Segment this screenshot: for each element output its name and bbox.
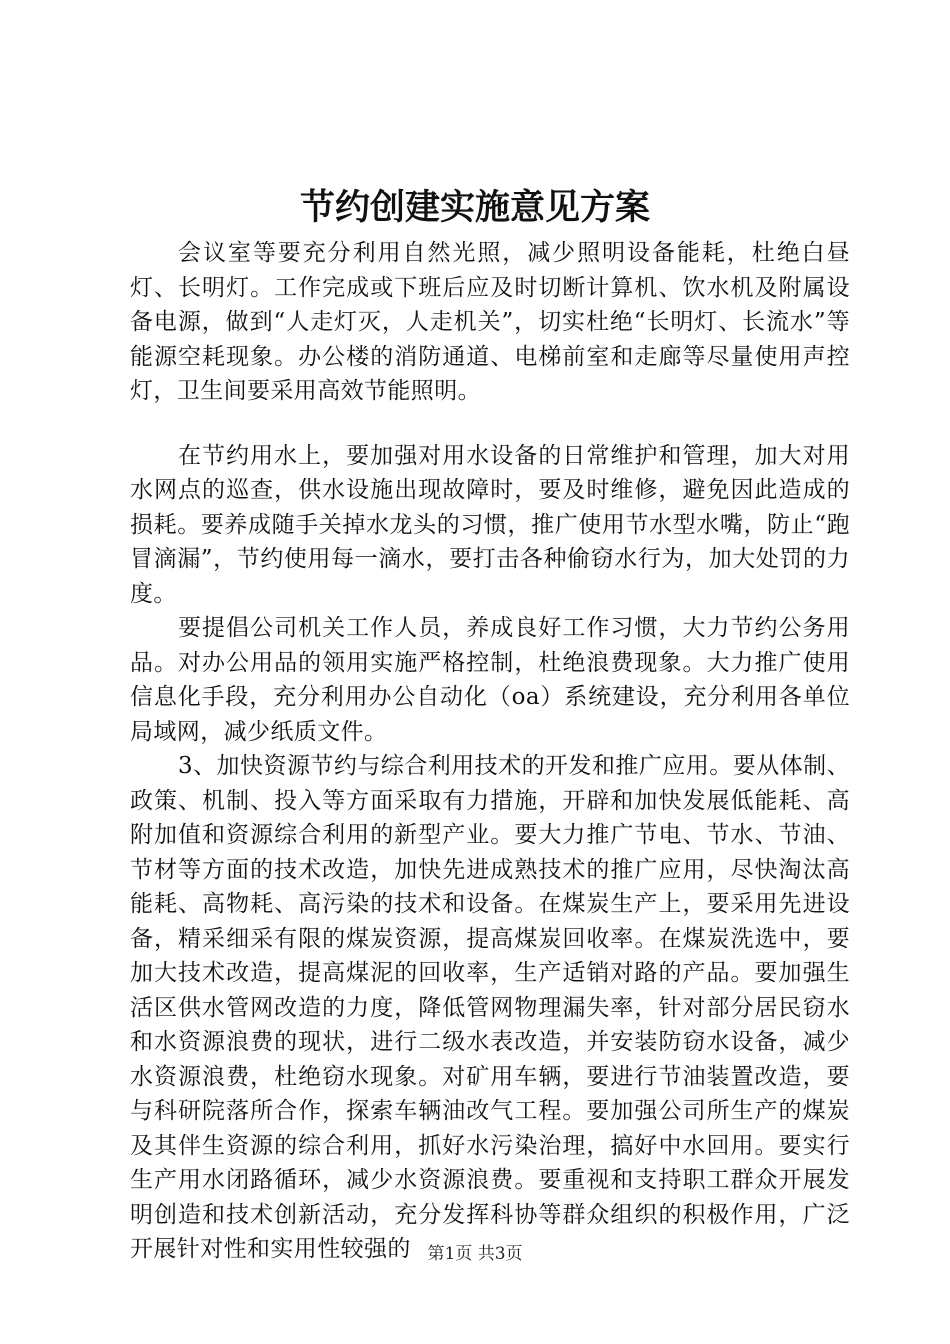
- document-title: 节约创建实施意见方案: [299, 187, 650, 228]
- paragraph-office-supplies: 要提倡公司机关工作人员，养成良好工作习惯，大力节约公务用品。对办公用品的领用实施严格控制，杜绝浪费现象。大力推广使用信息化手段，充分利用办公自动化（oa）系统建设，充分利用各单位局域网，减少纸质文件。: [130, 615, 850, 745]
- page-number-footer: 第1页 共3页: [427, 1244, 523, 1264]
- paragraph-water-saving: 在节约用水上，要加强对用水设备的日常维护和管理，加大对用水网点的巡查，供水设施出现故障时，要及时维修，避免因此造成的损耗。要养成随手关掉水龙头的习惯，推广使用节水型水嘴，防止“跑冒滴漏”，节约使用每一滴水，要打击各种偷窃水行为，加大处罚的力度。: [130, 442, 850, 607]
- paragraph-lighting: 会议室等要充分利用自然光照，减少照明设备能耗，杜绝白昼灯、长明灯。工作完成或下班后应及时切断计算机、饮水机及附属设备电源，做到“人走灯灭，人走机关”，切实杜绝“长明灯、长流水”等能源空耗现象。办公楼的消防通道、电梯前室和走廊等尽量使用声控灯，卫生间要采用高效节能照明。: [130, 240, 850, 404]
- paragraph-resource-technology: 3、加快资源节约与综合利用技术的开发和推广应用。要从体制、政策、机制、投入等方面采取有力措施，开辟和加快发展低能耗、高附加值和资源综合利用的新型产业。要大力推广节电、节水、节油、节材等方面的技术改造，加快先进成熟技术的推广应用，尽快淘汰高能耗、高物耗、高污染的技术和设备。在煤炭生产上，要采用先进设备，精采细采有限的煤炭资源，提高煤炭回收率。在煤炭洗选中，要加大技术改造，提高煤泥的回收率，生产适销对路的产品。要加强生活区供水管网改造的力度，降低管网物理漏失率，针对部分居民窃水和水资源浪费的现状，进行二级水表改造，并安装防窃水设备，减少水资源浪费，杜绝窃水现象。对矿用车辆，要进行节油装置改造，要与科研院落所合作，探索车辆油改气工程。要加强公司所生产的煤炭及其伴生资源的综合利用，抓好水污染治理，搞好中水回用。要实行生产用水闭路循环，减少水资源浪费。要重视和支持职工群众开展发明创造和技术创新活动，充分发挥科协等群众组织的积极作用，广泛开展针对性和实用性较强的: [130, 753, 850, 1262]
- document-body: [130, 236, 850, 1267]
